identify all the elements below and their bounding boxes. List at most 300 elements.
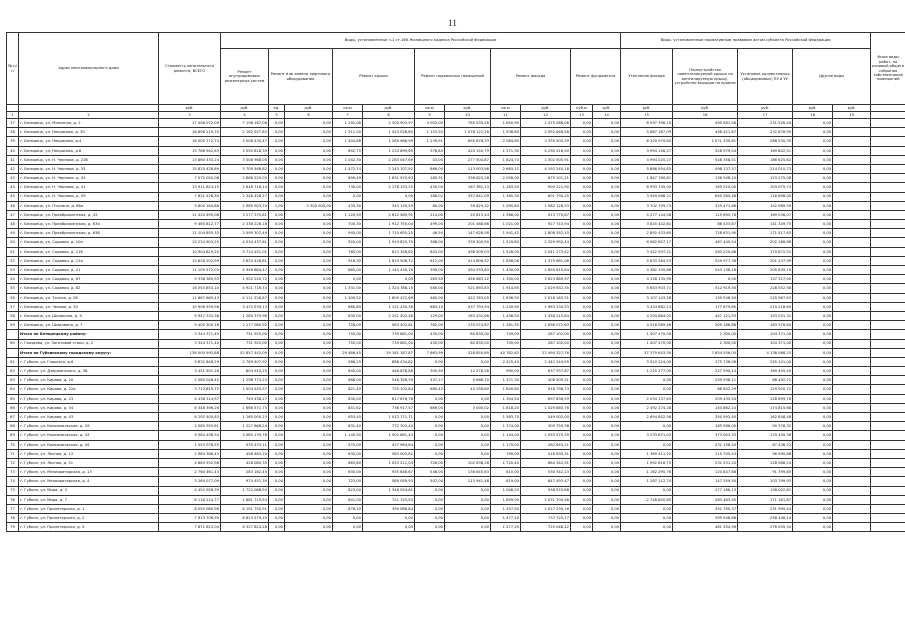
value-cell: 13 860 433,24 (159, 155, 221, 164)
value-cell: 785,00 (333, 247, 363, 256)
value-cell: 823,00 (333, 486, 363, 495)
value-cell: 1 012 771,71 (363, 413, 415, 422)
table-row (7, 210, 905, 219)
row-number: 51 (7, 247, 19, 256)
table-row (7, 440, 905, 449)
address-cell: г. Белорецк, ул. Преображенская, д. 63а (19, 220, 159, 229)
table-row (7, 376, 905, 385)
value-cell: 1 430,00 (491, 266, 521, 275)
value-cell: 275 736,06 (673, 357, 738, 366)
value-cell: 0,00 (793, 174, 833, 183)
value-cell: 2 748 800,65 (621, 495, 673, 504)
value-cell: 1 260 379,96 (221, 311, 269, 320)
value-cell: 0,00 (793, 385, 833, 394)
value-cell: 283 463,55 (673, 495, 738, 504)
value-cell: 0,00 (333, 514, 363, 523)
value-cell: 1 847 780,81 (621, 174, 673, 183)
value-cell: 0,00 (333, 275, 363, 284)
value-cell: 0,00 (593, 128, 621, 137)
value-cell: 0,00 (571, 431, 593, 440)
value-cell: 2 029 632,35 (521, 284, 571, 293)
value-cell (871, 394, 905, 403)
column-number: 17 (738, 112, 793, 119)
value-cell: 0,00 (269, 449, 285, 458)
value-cell (871, 321, 905, 330)
value-cell: 2 985 903,70 (221, 201, 269, 210)
value-cell: 1 952 240,72 (221, 275, 269, 284)
value-cell: 546 356,39 (363, 376, 415, 385)
value-cell: 0,00 (285, 210, 333, 219)
value-cell: 0,00 (269, 164, 285, 173)
value-cell: 974 451,39 (221, 477, 269, 486)
value-cell: 0,00 (363, 523, 415, 532)
address-cell: г. Белорецк, ул. Н. Чернова, д. 35 (19, 164, 159, 173)
value-cell: 481 554,96 (673, 523, 738, 532)
value-cell: 0,00 (571, 486, 593, 495)
row-number: 50 (7, 238, 19, 247)
address-cell: г. Губкин, ул. Пролетарская, д. 1 (19, 504, 159, 513)
value-cell: 830,00 (333, 311, 363, 320)
table-row (7, 192, 905, 201)
value-cell: 5 633 264,53 (621, 256, 673, 265)
value-cell: 0,00 (415, 357, 445, 366)
value-cell: 1 346 554,61 (363, 486, 415, 495)
value-cell (871, 229, 905, 238)
value-cell: 1 423 026,60 (363, 128, 415, 137)
value-cell: 700,30 (333, 220, 363, 229)
value-cell: 521 693,83 (445, 284, 491, 293)
value-cell (871, 128, 905, 137)
value-cell: 9 600 164,88 (159, 201, 221, 210)
value-cell: 5 668,70 (445, 376, 491, 385)
value-cell: 0,00 (269, 229, 285, 238)
value-cell: 1 269 986,99 (363, 137, 415, 146)
value-cell: 0,00 (593, 183, 621, 192)
value-cell: 0,00 (571, 220, 593, 229)
value-cell: 1 371,30 (491, 146, 521, 155)
value-cell: 0,00 (445, 486, 491, 495)
value-cell: 2 338 228,18 (221, 220, 269, 229)
value-cell: 1 281,55 (491, 321, 521, 330)
address-cell: г. Губкин, ул. Лесная, д. 21 (19, 458, 159, 467)
value-cell: 0,00 (593, 339, 621, 348)
column-number: 6 (285, 112, 333, 119)
value-cell: 0,00 (593, 458, 621, 467)
value-cell: 133 074,87 (445, 321, 491, 330)
value-cell: 0,00 (445, 504, 491, 513)
value-cell: 0,00 (621, 440, 673, 449)
value-cell: 0,00 (285, 321, 333, 330)
value-cell: 0,00 (571, 210, 593, 219)
value-cell: 0,00 (269, 468, 285, 477)
value-cell: 357 841,09 (445, 192, 491, 201)
value-cell: 352 790,37 (673, 504, 738, 513)
value-cell: 1 371,30 (491, 376, 521, 385)
value-cell: 0,00 (793, 146, 833, 155)
value-cell: 617 676,76 (363, 394, 415, 403)
value-cell: 692,75 (333, 146, 363, 155)
value-cell: 300,90 (415, 367, 445, 376)
value-cell: 1 849,80 (491, 385, 521, 394)
value-cell: 422 763,05 (445, 293, 491, 302)
value-cell: 20 813,44 (445, 210, 491, 219)
value-cell: 0,00 (793, 293, 833, 302)
value-cell (833, 201, 871, 210)
value-cell (833, 403, 871, 412)
value-cell: 16 898 219,70 (159, 128, 221, 137)
value-cell: 0,00 (285, 514, 333, 523)
value-cell (871, 495, 905, 504)
value-cell: 5 887 167,09 (621, 128, 673, 137)
value-cell (833, 431, 871, 440)
value-cell: 0,00 (269, 137, 285, 146)
capital-repair-table (6, 32, 905, 532)
value-cell: 2 895 615,64 (521, 266, 571, 275)
value-cell (871, 146, 905, 155)
value-cell: 0,00 (593, 266, 621, 275)
value-cell: 0,00 (285, 256, 333, 265)
value-cell: 0,00 (415, 422, 445, 431)
value-cell: 0,00 (793, 238, 833, 247)
address-cell: г. Белорецк, ул. Некрасова, д.4 (19, 137, 159, 146)
header-no: № п/п (7, 33, 19, 105)
row-number: 40 (7, 146, 19, 155)
units-cell: руб. (159, 105, 221, 112)
value-cell: 1 824,74 (491, 155, 521, 164)
value-cell: 0,00 (445, 394, 491, 403)
value-cell: 0,00 (593, 192, 621, 201)
value-cell: 1 234 899,69 (363, 146, 415, 155)
value-cell: 0,00 (285, 458, 333, 467)
value-cell: 813 346,62 (363, 247, 415, 256)
value-cell: 0,00 (571, 146, 593, 155)
value-cell: 1 304,50 (491, 394, 521, 403)
value-cell: 725 048,42 (521, 523, 571, 532)
value-cell: 7 654 556,00 (673, 348, 738, 357)
value-cell: 259 938,11 (673, 376, 738, 385)
value-cell: 0,00 (285, 495, 333, 504)
table-row (7, 431, 905, 440)
header-facade: Ремонт фасада (491, 49, 571, 105)
value-cell: 103 079,74 (738, 183, 793, 192)
value-cell: 810,00 (491, 468, 521, 477)
value-cell: 0,00 (793, 367, 833, 376)
value-cell: 1 941,42 (491, 229, 521, 238)
value-cell: 0,00 (593, 357, 621, 366)
row-number: 78 (7, 514, 19, 523)
value-cell: 530 342,23 (521, 468, 571, 477)
value-cell: 4 111 226,87 (221, 293, 269, 302)
table-row (7, 164, 905, 173)
row-number: 69 (7, 431, 19, 440)
value-cell (833, 495, 871, 504)
value-cell (833, 238, 871, 247)
value-cell: 399,00 (415, 266, 445, 275)
value-cell (833, 119, 871, 128)
value-cell: 0,00 (593, 394, 621, 403)
column-number: 11 (491, 112, 521, 119)
value-cell: 0,00 (793, 330, 833, 339)
address-cell: г. Губкин, ул. Кирова, д. 22а (19, 385, 159, 394)
value-cell: 1 311,00 (333, 128, 363, 137)
value-cell (871, 238, 905, 247)
value-cell: 589 059,93 (363, 477, 415, 486)
value-cell (833, 256, 871, 265)
value-cell: 1 819 506,72 (363, 256, 415, 265)
value-cell: 1 374,00 (491, 422, 521, 431)
value-cell (833, 339, 871, 348)
value-cell: 447 121,53 (673, 311, 738, 320)
value-cell: 1 145 435,76 (363, 266, 415, 275)
value-cell: 141 349,75 (738, 220, 793, 229)
value-cell (833, 146, 871, 155)
value-cell: 0,00 (269, 293, 285, 302)
value-cell: 0,00 (363, 514, 415, 523)
value-cell: 790,00 (491, 449, 521, 458)
units-cell: руб. (445, 105, 491, 112)
value-cell: 162 848,48 (738, 413, 793, 422)
row-number: 72 (7, 458, 19, 467)
value-cell: 888 434,82 (363, 357, 415, 366)
value-cell: 1 053 211,04 (363, 458, 415, 467)
value-cell: 0,00 (363, 275, 415, 284)
value-cell: 0,00 (571, 238, 593, 247)
value-cell (833, 266, 871, 275)
value-cell: 728,00 (333, 321, 363, 330)
value-cell: 0,00 (621, 514, 673, 523)
value-cell: 843,00 (415, 247, 445, 256)
value-cell: 4 003,00 (415, 119, 445, 128)
value-cell: 163 376,65 (738, 321, 793, 330)
value-cell: 0,00 (445, 449, 491, 458)
value-cell: 841,00 (333, 495, 363, 504)
value-cell: 0,00 (269, 394, 285, 403)
row-number: 62 (7, 367, 19, 376)
value-cell: 15 628 202,99 (159, 256, 221, 265)
value-cell: 0,00 (285, 311, 333, 320)
value-cell: 0,00 (285, 477, 333, 486)
value-cell: 120 847,88 (673, 468, 738, 477)
column-number (871, 112, 905, 119)
value-cell (833, 311, 871, 320)
value-cell: 728,00 (415, 458, 445, 467)
value-cell: 3 085 139,78 (221, 431, 269, 440)
value-cell: 1 631 970,63 (363, 174, 415, 183)
table-row (7, 174, 905, 183)
value-cell: 0,00 (793, 449, 833, 458)
header-insulation: Утепление фасада (621, 49, 673, 105)
table-row (7, 495, 905, 504)
value-cell: 728 631,90 (673, 229, 738, 238)
value-cell: 725 102,84 (363, 385, 415, 394)
value-cell: 0,00 (793, 376, 833, 385)
value-cell: 6 348 396,26 (159, 403, 221, 412)
value-cell (871, 385, 905, 394)
value-cell: 88 842,29 (673, 385, 738, 394)
value-cell: 0,00 (571, 128, 593, 137)
value-cell: 4 193 245,18 (521, 164, 571, 173)
value-cell: 1 302 505,91 (521, 155, 571, 164)
value-cell: 2 769 407,92 (221, 357, 269, 366)
value-cell: 1 298 773,23 (221, 376, 269, 385)
value-cell: 0,00 (593, 422, 621, 431)
value-cell: 18 005 772,74 (159, 137, 221, 146)
value-cell: 67 438,22 (738, 440, 793, 449)
value-cell: 282 645,21 (521, 440, 571, 449)
value-cell: 549 002,00 (521, 413, 571, 422)
value-cell: 5 653 903,71 (621, 284, 673, 293)
table-row (7, 449, 905, 458)
value-cell: 0,00 (415, 394, 445, 403)
value-cell: 170 872,51 (738, 247, 793, 256)
value-cell: 0,00 (571, 201, 593, 210)
value-cell: 0,00 (285, 128, 333, 137)
value-cell: 1 477,20 (491, 514, 521, 523)
value-cell: 1 809 472,69 (363, 293, 415, 302)
value-cell: 935 648,67 (363, 468, 415, 477)
value-cell (871, 284, 905, 293)
value-cell (871, 403, 905, 412)
value-cell: 920,00 (333, 238, 363, 247)
value-cell: 1 078 122,16 (445, 128, 491, 137)
value-cell: 2 283 047,69 (363, 155, 415, 164)
value-cell: 446 678,88 (363, 367, 415, 376)
units-cell: руб. (833, 105, 871, 112)
value-cell: 408 509,31 (521, 376, 571, 385)
value-cell: 0,00 (571, 376, 593, 385)
value-cell: 22 490 327,76 (521, 348, 571, 357)
table-row (7, 119, 905, 128)
value-cell: 0,00 (571, 514, 593, 523)
value-cell (871, 376, 905, 385)
value-cell: 0,00 (285, 275, 333, 284)
row-number: 77 (7, 504, 19, 513)
value-cell: 128 899,78 (738, 394, 793, 403)
row-number: 63 (7, 376, 19, 385)
value-cell: 40 782,62 (491, 348, 521, 357)
row-number: 48 (7, 220, 19, 229)
value-cell: 113 003,98 (445, 164, 491, 173)
value-cell: 0,00 (333, 192, 363, 201)
value-cell: 0,00 (415, 431, 445, 440)
value-cell: 0,00 (593, 293, 621, 302)
value-cell (833, 458, 871, 467)
value-cell: 169 802,51 (738, 146, 793, 155)
column-number: 19 (833, 112, 871, 119)
address-cell: г. Белорецк, ул. Н. Чернова, д. 41 (19, 183, 159, 192)
value-cell: 676,10 (333, 504, 363, 513)
value-cell: 927 743,94 (521, 220, 571, 229)
value-cell: 52 857 442,09 (221, 348, 269, 357)
value-cell: 772 302,40 (363, 422, 415, 431)
value-cell: 0,00 (621, 376, 673, 385)
value-cell: 129,00 (415, 311, 445, 320)
value-cell (871, 431, 905, 440)
value-cell: 80 830,00 (445, 339, 491, 348)
header-misc: Иные виды работ, на разовый общего собрания собственников помещений (871, 33, 905, 105)
value-cell: 2 300,00 (673, 330, 738, 339)
value-cell: 0,00 (593, 514, 621, 523)
value-cell: 0,00 (285, 330, 333, 339)
value-cell: 3 050 818,39 (221, 146, 269, 155)
value-cell: 7 198 167,06 (221, 119, 269, 128)
value-cell: 0,00 (285, 174, 333, 183)
row-number: 68 (7, 422, 19, 431)
value-cell: 5 277 144,08 (621, 210, 673, 219)
value-cell: 0,00 (445, 413, 491, 422)
address-cell: Итого по Губкинскому городскому округу: (19, 348, 159, 357)
row-number: 58 (7, 311, 19, 320)
value-cell: 140 862,14 (673, 403, 738, 412)
value-cell: 570,00 (333, 440, 363, 449)
value-cell: 0,00 (621, 486, 673, 495)
units-cell: руб. (738, 105, 793, 112)
value-cell: 96 990,86 (738, 449, 793, 458)
value-cell: 831,40 (333, 422, 363, 431)
value-cell: 43,00 (415, 155, 445, 164)
value-cell: 675 101,21 (521, 174, 571, 183)
value-cell: 0,00 (793, 357, 833, 366)
value-cell: 37 379 643,30 (621, 348, 673, 357)
column-number: 1 (7, 112, 19, 119)
value-cell: 39 629,32 (445, 201, 491, 210)
value-cell: 185,31 (415, 174, 445, 183)
table-row (7, 302, 905, 311)
value-cell: 0,00 (285, 266, 333, 275)
value-cell: 15 766 942,63 (159, 146, 221, 155)
value-cell: 460,00 (415, 293, 445, 302)
value-cell: 0,00 (269, 183, 285, 192)
value-cell (833, 155, 871, 164)
value-cell: 1 710 655,25 (363, 229, 415, 238)
value-cell (871, 339, 905, 348)
value-cell: 177 679,80 (673, 302, 738, 311)
value-cell: 730,00 (333, 183, 363, 192)
header-total-cost: Стоимость капитального ремонта, ВСЕГО (159, 33, 221, 105)
address-cell: г. Губкин, ул. Комсомольская, д. 29 (19, 422, 159, 431)
value-cell: 0,00 (285, 293, 333, 302)
value-cell: 0,00 (571, 422, 593, 431)
value-cell: 3 424 682,13 (621, 302, 673, 311)
value-cell: 0,00 (415, 486, 445, 495)
value-cell: 990,00 (491, 367, 521, 376)
value-cell: 1 095,80 (491, 201, 521, 210)
row-number: 39 (7, 137, 19, 146)
header-basement: Ремонт подвальных помещений (415, 49, 491, 105)
value-cell (871, 330, 905, 339)
value-cell: 1 477,20 (491, 523, 521, 532)
column-number: 3 (159, 112, 221, 119)
value-cell: 495 581,58 (673, 119, 738, 128)
address-cell: г. Белорецк, ул. Преображенская, д. 63б (19, 229, 159, 238)
table-row (7, 468, 905, 477)
value-cell (833, 229, 871, 238)
value-cell: 0,00 (571, 119, 593, 128)
value-cell: 0,00 (571, 495, 593, 504)
table-body (7, 119, 905, 532)
value-cell (871, 164, 905, 173)
table-row (7, 357, 905, 366)
table-row (7, 146, 905, 155)
table-row (7, 201, 905, 210)
value-cell: 0,00 (285, 229, 333, 238)
value-cell: 123 275,08 (738, 174, 793, 183)
value-cell: 11 104 855,33 (159, 229, 221, 238)
value-cell: 2 300 903,97 (363, 119, 415, 128)
value-cell: 0,00 (269, 458, 285, 467)
value-cell: 785 535,26 (445, 119, 491, 128)
value-cell: 136 548,10 (673, 174, 738, 183)
